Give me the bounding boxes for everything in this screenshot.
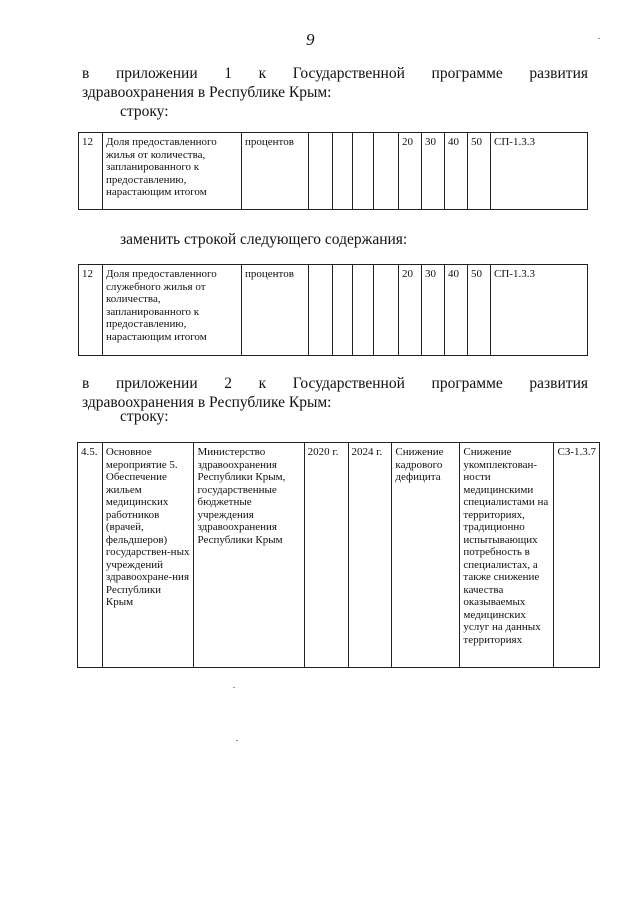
table-measure-row [77,442,600,668]
scan-speck [236,740,238,741]
value-cell: 30 [422,133,445,210]
empty-cell [309,133,333,210]
table-new-row [78,264,588,356]
indicator-name: Доля предоставленного жилья от количества, запланированного к предоставлению, нарастающим итогом [103,133,242,210]
value-cell: 50 [468,265,491,356]
empty-cell [374,265,399,356]
executor: Министерство здравоохранения Республики Крым, государственные бюджетные учреждения здравоохранения Республики Крым [194,443,304,668]
code-cell: СП-1.3.3 [491,133,588,210]
empty-cell [309,265,333,356]
empty-cell [333,265,353,356]
indicator-name: Доля предоставленного служебного жилья от количества, запланированного к предоставлению, нарастающим итогом [103,265,242,356]
value-cell: 30 [422,265,445,356]
scan-speck [598,38,600,39]
end-date: 2024 г. [348,443,392,668]
value-cell: 20 [399,133,422,210]
empty-cell [353,133,374,210]
start-date: 2020 г. [304,443,348,668]
section2-intro-line2: здравоохранения в Республике Крым: [82,394,332,411]
replace-text: заменить строкой следующего содержания: [120,231,408,248]
page-number: 9 [306,30,315,49]
code-cell: СЗ-1.3.7 [554,443,600,668]
empty-cell [353,265,374,356]
row-number: 4.5. [78,443,103,668]
section2-row-word: строку: [120,408,169,425]
table-row [79,265,588,356]
code-cell: СП-1.3.3 [491,265,588,356]
value-cell: 50 [468,133,491,210]
unit: процентов [242,265,309,356]
measure-name: Основное мероприятие 5. Обеспечение жильем медицинских работников (врачей, фельдшеров) государствен-ных учреждений здравоохране-ния Республики Крым [102,443,194,668]
row-number: 12 [79,265,103,356]
consequence: Снижение укомплектован-ности медицинскими специалистами на территориях, традиционно испытывающих потребность в специалистах, а также снижение качества оказываемых медицинских услуг на данных территориях [460,443,554,668]
unit: процентов [242,133,309,210]
empty-cell [374,133,399,210]
table-row [78,443,600,668]
value-cell: 40 [445,133,468,210]
expected-result: Снижение кадрового дефицита [392,443,460,668]
section1-intro-line2: здравоохранения в Республике Крым: [82,84,332,101]
table-row [79,133,588,210]
value-cell: 40 [445,265,468,356]
value-cell: 20 [399,265,422,356]
row-number: 12 [79,133,103,210]
section1-intro-line1: в приложении 1 к Государственной программе развития [82,65,588,82]
section1-row-word: строку: [120,103,169,120]
empty-cell [333,133,353,210]
scan-speck [233,687,235,688]
section2-intro-line1: в приложении 2 к Государственной программе развития [82,375,588,392]
table-old-row [78,132,588,210]
